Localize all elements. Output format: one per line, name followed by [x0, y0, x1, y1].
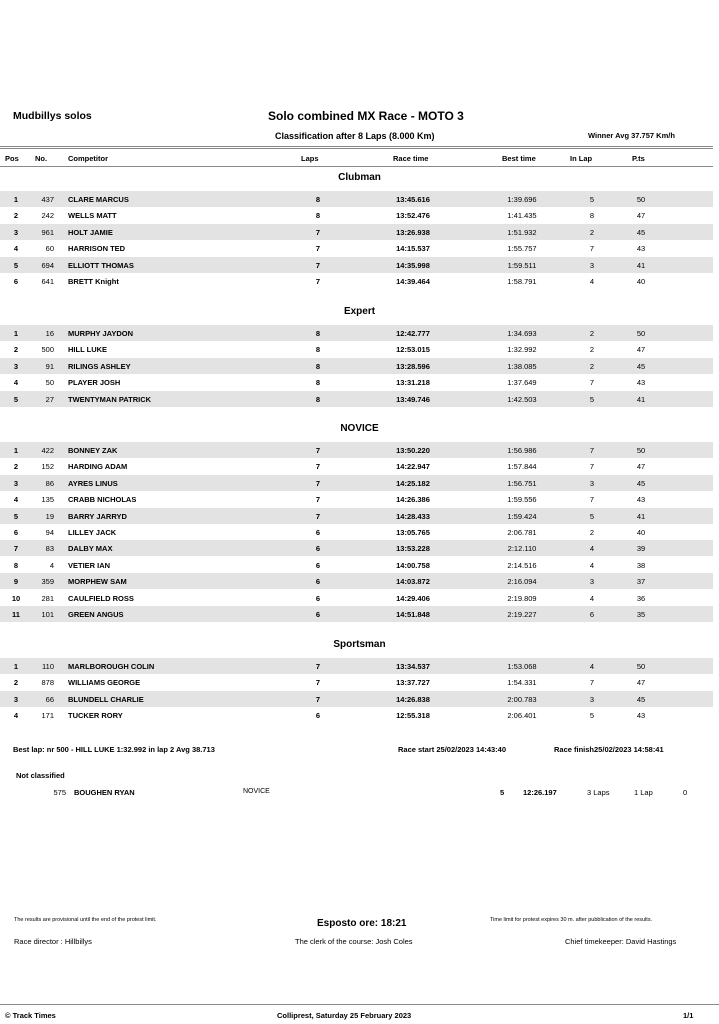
number-cell: 422 — [41, 446, 54, 455]
position-cell: 5 — [13, 394, 19, 404]
col-pos: Pos — [5, 154, 19, 163]
clerk-of-course: The clerk of the course: Josh Coles — [295, 937, 413, 946]
table-row — [0, 358, 713, 374]
competitor-cell: RILINGS ASHLEY — [68, 361, 131, 371]
points-cell: 41 — [636, 394, 646, 404]
number-cell: 83 — [45, 544, 54, 554]
number-cell: 437 — [41, 195, 54, 204]
footer-divider — [0, 1004, 719, 1005]
position-cell: 1 — [13, 329, 19, 338]
provisional-note: The results are provisional until the end of the protest limit. — [14, 917, 157, 923]
number-cell: 961 — [41, 227, 54, 237]
col-pts: P.ts — [632, 154, 645, 163]
race-time-cell: 13:53.228 — [396, 544, 430, 554]
points-cell: 45 — [636, 227, 646, 237]
race-time-cell: 14:29.406 — [396, 593, 430, 603]
best-time-cell: 1:39.696 — [507, 195, 537, 204]
points-cell: 41 — [636, 260, 646, 270]
points-cell: 41 — [636, 511, 646, 521]
in-lap-cell: 7 — [589, 462, 595, 472]
laps-cell: 7 — [315, 260, 321, 270]
race-time-cell: 13:05.765 — [396, 528, 430, 537]
laps-cell: 7 — [315, 244, 321, 254]
nc-pos: 5 — [500, 788, 505, 797]
best-time-cell: 1:53.068 — [507, 662, 537, 671]
race-time-cell: 13:45.616 — [396, 195, 430, 204]
competitor-cell: TUCKER RORY — [68, 711, 123, 721]
points-cell: 50 — [636, 329, 646, 338]
page-number: 1/1 — [683, 1011, 694, 1020]
competitor-cell: VETIER IAN — [68, 560, 111, 570]
best-time-cell: 2:19.227 — [507, 610, 537, 619]
best-time-cell: 1:58.791 — [507, 277, 537, 286]
laps-cell: 6 — [315, 610, 321, 619]
position-cell: 6 — [13, 528, 19, 537]
points-cell: 50 — [636, 195, 646, 204]
laps-cell: 7 — [315, 678, 321, 688]
in-lap-cell: 2 — [589, 361, 595, 371]
best-time-cell: 2:19.809 — [507, 593, 537, 603]
in-lap-cell: 3 — [589, 577, 595, 587]
points-cell: 47 — [636, 462, 646, 472]
position-cell: 7 — [13, 544, 19, 554]
in-lap-cell: 7 — [589, 244, 595, 254]
points-cell: 38 — [636, 560, 646, 570]
position-cell: 11 — [12, 610, 20, 619]
table-row — [0, 491, 713, 507]
number-cell: 694 — [41, 260, 54, 270]
competitor-cell: HILL LUKE — [68, 345, 108, 355]
col-no: No. — [35, 154, 48, 163]
points-cell: 47 — [636, 678, 646, 688]
number-cell: 101 — [41, 610, 54, 619]
race-time-cell: 13:50.220 — [396, 446, 430, 455]
in-lap-cell: 5 — [589, 195, 595, 204]
competitor-cell: MURPHY JAYDON — [68, 329, 134, 338]
position-cell: 1 — [13, 195, 19, 204]
table-row — [0, 475, 713, 491]
nc-lap: 1 Lap — [634, 788, 653, 797]
points-cell: 45 — [636, 694, 646, 704]
in-lap-cell: 8 — [589, 211, 595, 221]
column-header-divider — [0, 166, 713, 167]
points-cell: 40 — [636, 528, 646, 537]
laps-cell: 7 — [315, 511, 321, 521]
laps-cell: 8 — [315, 329, 321, 338]
points-cell: 43 — [636, 378, 646, 388]
laps-cell: 8 — [315, 195, 321, 204]
competitor-cell: PLAYER JOSH — [68, 378, 121, 388]
position-cell: 1 — [13, 662, 19, 671]
laps-cell: 6 — [315, 560, 321, 570]
best-time-cell: 1:34.693 — [507, 329, 537, 338]
competitor-cell: BLUNDELL CHARLIE — [68, 694, 144, 704]
position-cell: 4 — [13, 711, 19, 721]
number-cell: 281 — [41, 593, 54, 603]
organizer-title: Mudbillys solos — [13, 110, 92, 122]
competitor-cell: MORPHEW SAM — [68, 577, 127, 587]
number-cell: 500 — [41, 345, 54, 355]
nc-class: NOVICE — [243, 788, 270, 795]
in-lap-cell: 3 — [589, 694, 595, 704]
laps-cell: 7 — [315, 277, 321, 286]
best-time-cell: 1:42.503 — [507, 394, 537, 404]
best-time-cell: 1:56.751 — [507, 478, 537, 488]
number-cell: 242 — [41, 211, 54, 221]
competitor-cell: ELLIOTT THOMAS — [68, 260, 134, 270]
position-cell: 3 — [13, 478, 19, 488]
number-cell: 359 — [41, 577, 54, 587]
laps-cell: 7 — [315, 462, 321, 472]
race-time-cell: 14:51.848 — [396, 610, 430, 619]
not-classified-title: Not classified — [16, 771, 65, 780]
nc-pts: 0 — [683, 788, 688, 797]
copyright: © Track Times — [5, 1011, 56, 1020]
in-lap-cell: 5 — [589, 394, 595, 404]
race-finish: Race finish25/02/2023 14:58:41 — [554, 745, 664, 754]
laps-cell: 7 — [315, 662, 321, 671]
col-race-time: Race time — [393, 154, 429, 163]
laps-cell: 6 — [315, 711, 321, 721]
table-row — [0, 191, 713, 207]
position-cell: 5 — [13, 260, 19, 270]
position-cell: 6 — [13, 277, 19, 286]
section-title: Expert — [343, 306, 376, 317]
table-row — [0, 606, 713, 622]
best-time-cell: 2:06.781 — [507, 528, 537, 537]
best-time-cell: 1:57.844 — [507, 462, 537, 472]
laps-cell: 7 — [315, 227, 321, 237]
competitor-cell: WELLS MATT — [68, 211, 117, 221]
laps-cell: 8 — [315, 211, 321, 221]
best-time-cell: 1:59.511 — [507, 260, 537, 270]
number-cell: 94 — [45, 528, 54, 537]
best-time-cell: 2:06.401 — [507, 711, 537, 721]
laps-cell: 7 — [315, 694, 321, 704]
table-row — [0, 257, 713, 273]
best-time-cell: 1:37.649 — [507, 378, 537, 388]
position-cell: 1 — [13, 446, 19, 455]
race-time-cell: 14:25.182 — [396, 478, 430, 488]
race-time-cell: 14:26.838 — [396, 694, 430, 704]
best-time-cell: 2:00.783 — [507, 694, 537, 704]
number-cell: 66 — [45, 694, 54, 704]
table-row — [0, 508, 713, 524]
competitor-cell: AYRES LINUS — [68, 478, 118, 488]
in-lap-cell: 4 — [589, 560, 595, 570]
col-in-lap: In Lap — [570, 154, 593, 163]
position-cell: 2 — [13, 678, 19, 688]
position-cell: 9 — [13, 577, 19, 587]
in-lap-cell: 7 — [589, 378, 595, 388]
best-time-cell: 1:59.556 — [507, 495, 537, 505]
position-cell: 4 — [13, 378, 19, 388]
best-time-cell: 1:38.085 — [507, 361, 537, 371]
points-cell: 43 — [636, 495, 646, 505]
competitor-cell: MARLBOROUGH COLIN — [68, 662, 155, 671]
position-cell: 3 — [13, 361, 19, 371]
number-cell: 91 — [45, 361, 54, 371]
race-time-cell: 14:22.947 — [396, 462, 430, 472]
points-cell: 47 — [636, 345, 646, 355]
table-row — [0, 590, 713, 606]
competitor-cell: HARDING ADAM — [68, 462, 128, 472]
in-lap-cell: 2 — [589, 329, 595, 338]
best-time-cell: 2:14.516 — [507, 560, 537, 570]
nc-number: 575 — [53, 788, 66, 797]
nc-name: BOUGHEN RYAN — [74, 788, 135, 797]
header-divider-top — [0, 146, 713, 147]
in-lap-cell: 3 — [589, 478, 595, 488]
header-divider-top2 — [0, 148, 713, 149]
table-row — [0, 707, 713, 723]
points-cell: 50 — [636, 662, 646, 671]
number-cell: 4 — [49, 560, 54, 570]
position-cell: 4 — [13, 495, 19, 505]
race-time-cell: 13:26.938 — [396, 227, 430, 237]
table-row — [0, 458, 713, 474]
nc-laps: 3 Laps — [587, 788, 610, 797]
position-cell: 3 — [13, 694, 19, 704]
points-cell: 40 — [636, 277, 646, 286]
in-lap-cell: 5 — [589, 711, 595, 721]
col-competitor: Competitor — [68, 154, 108, 163]
position-cell: 10 — [11, 593, 21, 603]
number-cell: 60 — [45, 244, 54, 254]
race-time-cell: 13:37.727 — [396, 678, 430, 688]
number-cell: 878 — [41, 678, 54, 688]
position-cell: 5 — [13, 511, 19, 521]
section-title: Clubman — [338, 172, 381, 183]
laps-cell: 7 — [315, 478, 321, 488]
table-row — [0, 524, 713, 540]
competitor-cell: CLARE MARCUS — [68, 195, 129, 204]
race-time-cell: 14:28.433 — [396, 511, 430, 521]
best-time-cell: 1:59.424 — [507, 511, 537, 521]
competitor-cell: BARRY JARRYD — [68, 511, 127, 521]
best-time-cell: 2:16.094 — [507, 577, 537, 587]
number-cell: 171 — [41, 711, 54, 721]
race-time-cell: 14:39.464 — [396, 277, 430, 286]
race-start: Race start 25/02/2023 14:43:40 — [398, 745, 506, 754]
competitor-cell: GREEN ANGUS — [68, 610, 124, 619]
table-row — [0, 540, 713, 556]
laps-cell: 8 — [315, 361, 321, 371]
number-cell: 135 — [41, 495, 54, 505]
laps-cell: 6 — [315, 577, 321, 587]
table-row — [0, 442, 713, 458]
table-row — [0, 240, 713, 256]
competitor-cell: DALBY MAX — [68, 544, 113, 554]
table-row — [0, 207, 713, 223]
position-cell: 8 — [13, 560, 19, 570]
best-time-cell: 1:55.757 — [507, 244, 537, 254]
number-cell: 110 — [42, 662, 54, 671]
position-cell: 3 — [13, 227, 19, 237]
position-cell: 2 — [13, 211, 19, 221]
best-time-cell: 2:12.110 — [507, 544, 537, 554]
in-lap-cell: 2 — [589, 528, 595, 537]
table-row — [0, 341, 713, 357]
table-row — [0, 224, 713, 240]
col-laps: Laps — [301, 154, 319, 163]
points-cell: 43 — [636, 711, 646, 721]
race-time-cell: 12:55.318 — [396, 711, 430, 721]
race-time-cell: 14:00.758 — [396, 560, 430, 570]
position-cell: 2 — [13, 345, 19, 355]
col-best-time: Best time — [502, 154, 536, 163]
race-director: Race director : Hillbillys — [14, 937, 92, 946]
race-time-cell: 13:52.476 — [396, 211, 430, 221]
number-cell: 50 — [45, 378, 54, 388]
best-time-cell: 1:51.932 — [507, 227, 537, 237]
laps-cell: 7 — [315, 495, 321, 505]
points-cell: 47 — [636, 211, 646, 221]
number-cell: 16 — [45, 329, 54, 338]
winner-average: Winner Avg 37.757 Km/h — [588, 131, 675, 140]
location-date: Colliprest, Saturday 25 February 2023 — [277, 1011, 412, 1020]
points-cell: 37 — [636, 577, 646, 587]
in-lap-cell: 3 — [589, 260, 595, 270]
laps-cell: 6 — [315, 593, 321, 603]
in-lap-cell: 2 — [589, 227, 595, 237]
points-cell: 45 — [636, 478, 646, 488]
laps-cell: 6 — [315, 544, 321, 554]
table-row — [0, 325, 713, 341]
section-title: Sportsman — [333, 639, 386, 650]
in-lap-cell: 4 — [589, 662, 595, 671]
laps-cell: 8 — [315, 345, 321, 355]
competitor-cell: WILLIAMS GEORGE — [68, 678, 141, 688]
table-row — [0, 273, 713, 289]
position-cell: 4 — [13, 244, 19, 254]
in-lap-cell: 7 — [589, 446, 595, 455]
in-lap-cell: 2 — [589, 345, 595, 355]
table-row — [0, 658, 713, 674]
number-cell: 86 — [45, 478, 54, 488]
race-time-cell: 12:53.015 — [396, 345, 430, 355]
in-lap-cell: 4 — [589, 593, 595, 603]
points-cell: 50 — [636, 446, 646, 455]
table-row — [0, 557, 713, 573]
chief-timekeeper: Chief timekeeper: David Hastings — [565, 937, 677, 946]
race-time-cell: 14:15.537 — [396, 244, 430, 254]
number-cell: 152 — [41, 462, 54, 472]
esposto-time: Esposto ore: 18:21 — [317, 918, 407, 929]
points-cell: 36 — [636, 593, 646, 603]
table-row — [0, 391, 713, 407]
race-time-cell: 13:34.537 — [396, 662, 430, 671]
table-row — [0, 573, 713, 589]
competitor-cell: CAULFIELD ROSS — [68, 593, 134, 603]
best-time-cell: 1:56.986 — [507, 446, 537, 455]
in-lap-cell: 4 — [589, 277, 595, 286]
table-row — [0, 374, 713, 390]
table-row — [0, 674, 713, 690]
number-cell: 27 — [45, 394, 54, 404]
best-time-cell: 1:32.992 — [507, 345, 537, 355]
number-cell: 641 — [41, 277, 54, 286]
race-time-cell: 14:26.386 — [396, 495, 430, 505]
laps-cell: 8 — [315, 394, 321, 404]
best-time-cell: 1:54.331 — [507, 678, 537, 688]
section-title: NOVICE — [340, 423, 379, 434]
race-time-cell: 14:03.872 — [396, 577, 430, 587]
table-row — [0, 691, 713, 707]
protest-limit-note: Time limit for protest expires 30 m. after pubblication of the results. — [490, 917, 653, 923]
number-cell: 19 — [45, 511, 54, 521]
best-lap-summary: Best lap: nr 500 - HILL LUKE 1:32.992 in lap 2 Avg 38.713 — [13, 745, 215, 754]
position-cell: 2 — [13, 462, 19, 472]
in-lap-cell: 4 — [589, 544, 595, 554]
competitor-cell: HARRISON TED — [68, 244, 126, 254]
laps-cell: 8 — [315, 378, 321, 388]
competitor-cell: TWENTYMAN PATRICK — [68, 394, 152, 404]
in-lap-cell: 7 — [589, 678, 595, 688]
competitor-cell: BRETT Knight — [68, 277, 119, 286]
laps-cell: 6 — [315, 528, 321, 537]
nc-time: 12:26.197 — [523, 788, 557, 797]
race-time-cell: 13:31.218 — [396, 378, 430, 388]
points-cell: 35 — [636, 610, 646, 619]
competitor-cell: HOLT JAMIE — [68, 227, 113, 237]
race-time-cell: 12:42.777 — [396, 329, 430, 338]
in-lap-cell: 5 — [589, 511, 595, 521]
best-time-cell: 1:41.435 — [507, 211, 537, 221]
race-time-cell: 13:28.596 — [396, 361, 430, 371]
classification-subtitle: Classification after 8 Laps (8.000 Km) — [275, 131, 435, 141]
competitor-cell: BONNEY ZAK — [68, 446, 118, 455]
laps-cell: 7 — [315, 446, 321, 455]
competitor-cell: CRABB NICHOLAS — [68, 495, 137, 505]
race-time-cell: 13:49.746 — [396, 394, 430, 404]
in-lap-cell: 6 — [589, 610, 595, 619]
points-cell: 39 — [636, 544, 646, 554]
in-lap-cell: 7 — [589, 495, 595, 505]
points-cell: 45 — [636, 361, 646, 371]
race-title: Solo combined MX Race - MOTO 3 — [268, 109, 464, 123]
competitor-cell: LILLEY JACK — [68, 528, 117, 537]
race-time-cell: 14:35.998 — [396, 260, 430, 270]
points-cell: 43 — [636, 244, 646, 254]
